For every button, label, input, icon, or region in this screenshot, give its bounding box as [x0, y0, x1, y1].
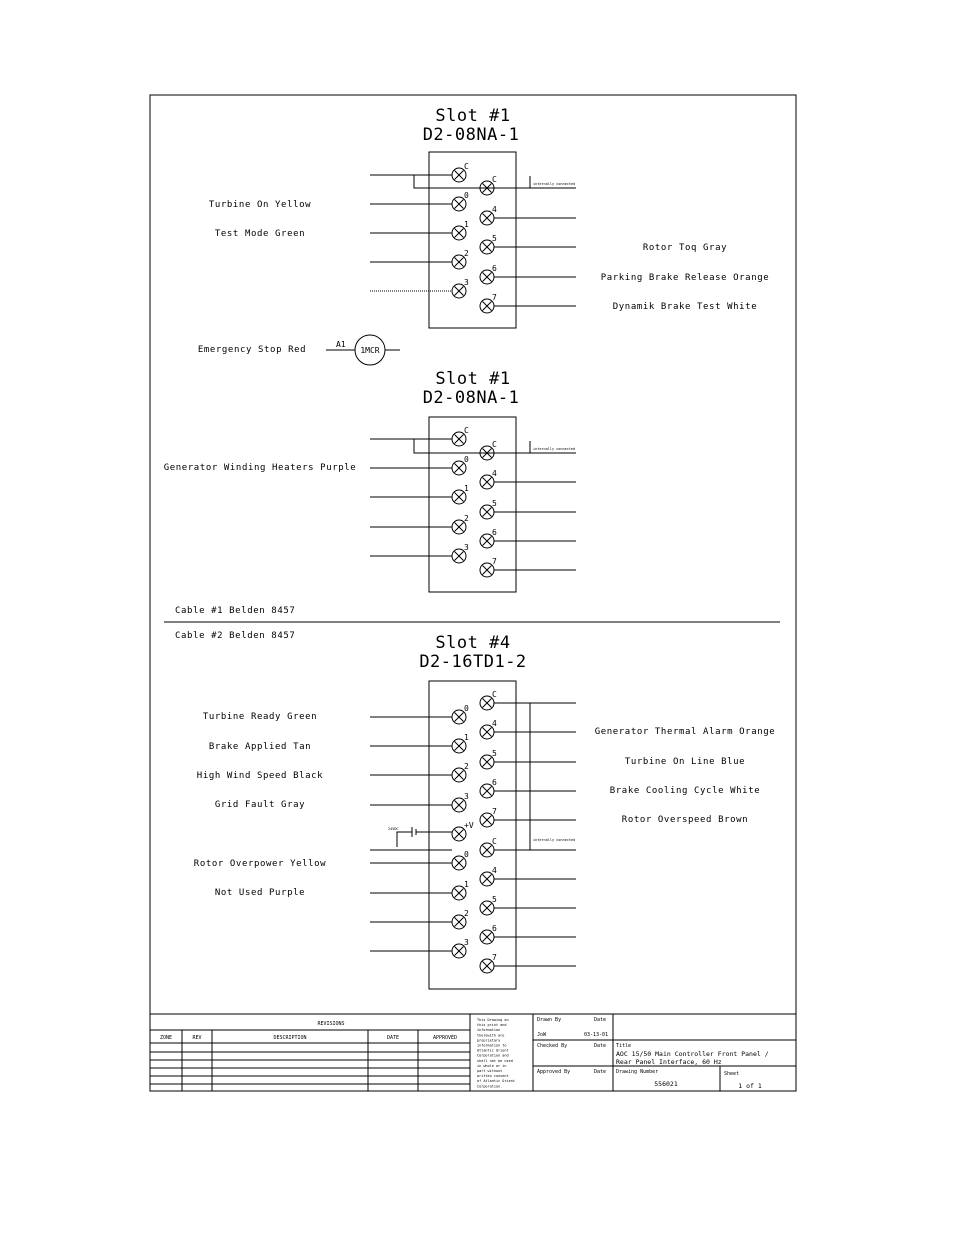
slot-4-label-r3: Brake Cooling Cycle White [609, 786, 761, 796]
title-line-2: Rear Panel Interface, 60 Hz [616, 1058, 722, 1066]
slot-4-note: internally connected [533, 838, 576, 842]
slot-1b-label-0: Generator Winding Heaters Purple [163, 463, 357, 473]
slot-4-right-4-pin: 7 [492, 807, 497, 816]
proprietary-line: Corporation. [477, 1084, 503, 1089]
slot-1a-left-1-pin: 0 [464, 191, 469, 200]
slot-4-left-8-pin: 2 [464, 909, 469, 918]
slot-1a [209, 106, 769, 328]
slot-1a-right-3-pin: 6 [492, 264, 497, 273]
emergency-label: Emergency Stop Red [197, 345, 307, 355]
checked-date-label: Date [594, 1043, 607, 1049]
slot-4-supply: 24VDC [388, 827, 399, 831]
slot-4-label-0: Turbine Ready Green [202, 712, 318, 722]
slot-4-label-r2: Turbine On Line Blue [624, 757, 746, 767]
revisions-header: REVISIONS [317, 1021, 345, 1027]
slot-1a-label-1: Test Mode Green [214, 229, 306, 239]
slot-1b-title: Slot #1 [435, 369, 511, 389]
slot-4-left-1-pin: 1 [464, 733, 469, 742]
slot-1a-label-0: Turbine On Yellow [208, 200, 312, 210]
slot-4-label-1: Brake Applied Tan [208, 742, 312, 752]
slot-1b-left-3-pin: 2 [464, 514, 469, 523]
slot-1a-model: D2-08NA-1 [422, 125, 520, 145]
proprietary-line: proprietary [477, 1038, 501, 1043]
slot-4-right-7-pin: 5 [492, 895, 497, 904]
slot-1b-jumper [414, 439, 530, 453]
proprietary-line: written consent [477, 1074, 509, 1079]
title-block [150, 1014, 796, 1091]
slot-4-label-2: High Wind Speed Black [196, 771, 324, 781]
proprietary-line: part without [477, 1069, 503, 1073]
proprietary-line: information [477, 1028, 501, 1033]
slot-1b-left-4-pin: 3 [464, 543, 469, 552]
slot-4-left-2-pin: 2 [464, 762, 469, 771]
slot-1a-left-2-pin: 1 [464, 220, 469, 229]
slot-4-label-7: Not Used Purple [214, 888, 306, 898]
proprietary-line: of Atlantic Orient [477, 1079, 515, 1084]
cable-1-label: Cable #1 Belden 8457 [175, 606, 296, 616]
drawn-by-label: Drawn By [537, 1017, 562, 1023]
drawing-number-label: Drawing Number [616, 1069, 659, 1075]
slot-1a-right-0-pin: C [492, 175, 497, 184]
slot-4-right-0-pin: C [492, 690, 497, 699]
slot-4 [194, 633, 775, 989]
slot-4-title: Slot #4 [435, 633, 511, 653]
slot-4-right-8-pin: 6 [492, 924, 497, 933]
title-line-1: AOC 15/50 Main Controller Front Panel / [616, 1050, 769, 1058]
approved-by-label: Approved By [537, 1069, 571, 1075]
slot-1a-jumper [414, 175, 530, 188]
col-approved: APPROVED [432, 1035, 458, 1041]
slot-1b-note: internally connected [533, 447, 576, 451]
sheet-label: Sheet [724, 1071, 740, 1077]
slot-1a-note: internally connected [533, 182, 576, 186]
slot-1a-label-7: Dynamik Brake Test White [612, 302, 758, 312]
proprietary-line: in whole or in [477, 1063, 507, 1068]
slot-1a-title: Slot #1 [435, 106, 511, 126]
slot-4-left-9-pin: 3 [464, 938, 469, 947]
checked-by-label: Checked By [537, 1043, 568, 1049]
proprietary-line: Corporation and [477, 1053, 509, 1058]
emergency-wire: A1 [336, 340, 346, 349]
slot-4-left-6-pin: 0 [464, 850, 469, 859]
col-date: DATE [386, 1035, 400, 1041]
proprietary-line: This Drawing on [477, 1018, 509, 1022]
slot-4-right-1-pin: 4 [492, 719, 497, 728]
slot-1b-right-0-pin: C [492, 440, 497, 449]
slot-4-model: D2-16TD1-2 [419, 652, 527, 672]
cable-2-label: Cable #2 Belden 8457 [175, 631, 296, 641]
proprietary-line: information to [477, 1043, 507, 1048]
slot-4-right-2-pin: 5 [492, 749, 497, 758]
slot-1a-left-3-pin: 2 [464, 249, 469, 258]
slot-4-label-6: Rotor Overpower Yellow [193, 859, 327, 869]
col-zone: ZONE [159, 1035, 173, 1041]
drawn-date-label: Date [594, 1017, 607, 1023]
slot-4-left-0-pin: 0 [464, 704, 469, 713]
slot-4-label-r1: Generator Thermal Alarm Orange [594, 727, 776, 737]
slot-4-right-9-pin: 7 [492, 953, 497, 962]
slot-1b-left-0-pin: C [464, 426, 469, 435]
slot-1b-left-2-pin: 1 [464, 484, 469, 493]
slot-1a-right-4-pin: 7 [492, 293, 497, 302]
slot-1b-module [429, 417, 516, 592]
slot-1a-left-4-pin: 3 [464, 278, 469, 287]
slot-1a-module [429, 152, 516, 328]
slot-1b-right-2-pin: 5 [492, 499, 497, 508]
slot-1a-left-0-pin: C [464, 162, 469, 171]
slot-4-label-r4: Rotor Overspeed Brown [621, 815, 749, 825]
slot-4-left-4-pin: +V [464, 821, 474, 830]
drawn-by: JoW [537, 1032, 547, 1038]
slot-1b-right-3-pin: 6 [492, 528, 497, 537]
slot-4-right-6-pin: 4 [492, 866, 497, 875]
sheet-number: 1 of 1 [738, 1082, 762, 1090]
slot-1b-right-4-pin: 7 [492, 557, 497, 566]
slot-4-label-3: Grid Fault Gray [214, 800, 306, 810]
slot-1b [164, 369, 576, 592]
col-rev: REV [192, 1035, 202, 1041]
emergency-stop [198, 335, 400, 365]
drawing-number: 556021 [654, 1080, 678, 1088]
slot-4-right-5-pin: C [492, 837, 497, 846]
proprietary-line: shall not be used [477, 1058, 513, 1063]
approved-date-label: Date [594, 1069, 607, 1075]
slot-4-module [429, 681, 516, 989]
relay-label: 1MCR [360, 346, 380, 355]
proprietary-line: Atlantic Orient [477, 1048, 509, 1053]
slot-4-right-3-pin: 6 [492, 778, 497, 787]
proprietary-line: therewith are [477, 1033, 505, 1038]
slot-1b-left-1-pin: 0 [464, 455, 469, 464]
col-description: DESCRIPTION [273, 1035, 307, 1041]
title-label: Title [616, 1043, 632, 1049]
slot-1a-label-5: Rotor Toq Gray [642, 243, 728, 253]
slot-4-left-7-pin: 1 [464, 880, 469, 889]
slot-1a-label-6: Parking Brake Release Orange [600, 273, 770, 283]
proprietary-line: this print and [477, 1023, 507, 1028]
slot-1b-right-1-pin: 4 [492, 469, 497, 478]
drawn-date: 03-13-01 [584, 1032, 609, 1038]
slot-1a-right-1-pin: 4 [492, 205, 497, 214]
slot-1b-model: D2-08NA-1 [422, 388, 520, 408]
slot-4-left-3-pin: 3 [464, 792, 469, 801]
slot-1a-right-2-pin: 5 [492, 234, 497, 243]
